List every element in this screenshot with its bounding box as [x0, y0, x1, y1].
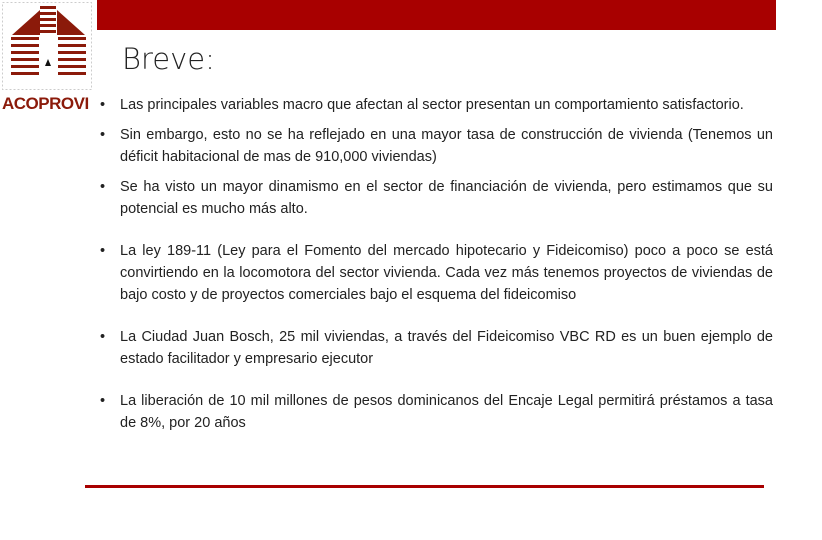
bullet-item: • La Ciudad Juan Bosch, 25 mil viviendas, a través del Fideicomiso VBC RD es un buen ejemplo de estado facilitador y empresario ejecutor — [100, 329, 773, 367]
bullet-item: • Se ha visto un mayor dinamismo en el sector de financiación de vivienda, pero estimamos que su potencial es mucho más alto. — [100, 179, 773, 217]
bullet-item: • La ley 189-11 (Ley para el Fomento del mercado hipotecario y Fideicomiso) poco a poco se está convirtiendo en la locomotora del sector vivienda. Cada vez más tenemos proyectos de viviendas de bajo costo y de proyectos comerciales bajo el esquema del fideicomiso — [100, 243, 773, 303]
slide-title: Breve: — [122, 42, 215, 76]
bullet-list — [100, 94, 773, 442]
bullet-item: • Las principales variables macro que afectan al sector presentan un comportamiento satisfactorio. — [100, 97, 744, 113]
bullet-item: • Sin embargo, esto no se ha reflejado en una mayor tasa de construcción de vivienda (Tenemos un déficit habitacional de mas de 910,000 viviendas) — [100, 127, 773, 165]
header-bar — [97, 0, 776, 30]
acoprovi-logo-icon — [2, 2, 92, 90]
bullet-item: • La liberación de 10 mil millones de pesos dominicanos del Encaje Legal permitirá préstamos a tasa de 8%, por 20 años — [100, 393, 773, 431]
footer-rule — [85, 485, 764, 488]
brand-name: ACOPROVI — [2, 94, 89, 113]
